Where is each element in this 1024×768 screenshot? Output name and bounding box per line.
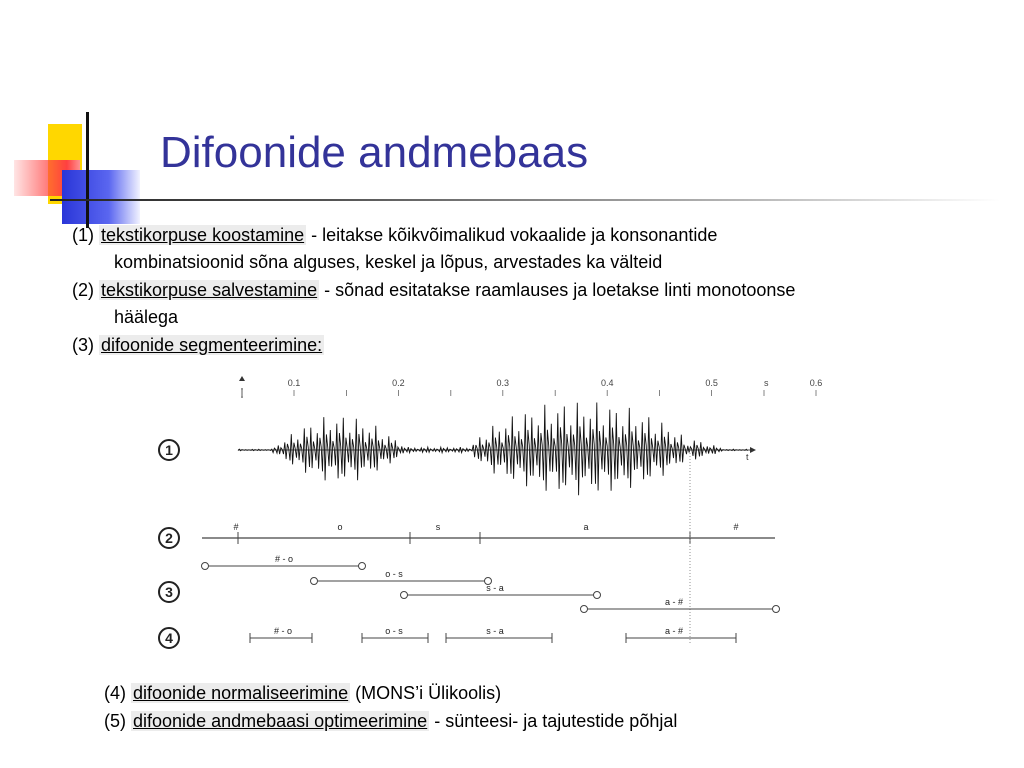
t-axis-label: t xyxy=(746,452,749,462)
phoneme-label: s xyxy=(435,522,441,532)
item-link[interactable]: difoonide segmenteerimine: xyxy=(101,335,323,355)
phoneme-label: a xyxy=(583,522,589,532)
item-link[interactable]: difoonide andmebaasi optimeerimine xyxy=(133,711,428,731)
time-tick-label: 0.6 xyxy=(809,378,823,388)
arrow-right-icon xyxy=(750,447,756,453)
item-number: (4) xyxy=(104,683,126,703)
item-text: - sõnad esitatakse raamlauses ja loetakse linti monotoonse xyxy=(319,280,796,300)
list-item-4 xyxy=(104,680,501,707)
phoneme-label: # xyxy=(233,522,239,532)
diphone-label: s - a xyxy=(486,583,504,593)
item-number: (1) xyxy=(72,225,94,245)
time-tick-label: 0.2 xyxy=(392,378,405,388)
waveform xyxy=(238,403,756,496)
phoneme-label: o xyxy=(337,522,343,532)
diphone-label: s - a xyxy=(486,626,504,636)
decor-vertical-line xyxy=(86,112,89,228)
item-text: - leitakse kõikvõimalikud vokaalide ja konsonantide xyxy=(306,225,718,245)
diphone-label: a - # xyxy=(664,597,684,607)
row-label: 2 xyxy=(165,530,173,546)
row-label: 3 xyxy=(165,584,173,600)
title-underline xyxy=(50,199,1000,201)
diphone-label: # - o xyxy=(274,554,294,564)
phoneme-label: # xyxy=(733,522,739,532)
time-tick-label: 0.4 xyxy=(600,378,614,388)
diphone-label: # - o xyxy=(273,626,293,636)
time-tick-label: 0.5 xyxy=(705,378,718,388)
item-link[interactable]: tekstikorpuse koostamine xyxy=(101,225,305,245)
item-link[interactable]: difoonide normaliseerimine xyxy=(133,683,349,703)
item-text: - sünteesi- ja tajutestide põhjal xyxy=(429,711,678,731)
item-link[interactable]: tekstikorpuse salvestamine xyxy=(101,280,318,300)
diphone-spans xyxy=(202,554,780,613)
phoneme-row xyxy=(202,450,775,644)
decor-blue-square xyxy=(62,170,140,224)
item-number: (2) xyxy=(72,280,94,300)
item-number: (5) xyxy=(104,711,126,731)
time-unit-label: s xyxy=(764,378,769,388)
slide-title: Difoonide andmebaas xyxy=(160,128,589,177)
arrow-up-icon xyxy=(239,376,245,381)
row-label: 1 xyxy=(165,442,173,458)
list-item-5 xyxy=(104,708,677,735)
diphone-segmentation-figure xyxy=(150,372,823,662)
item-continuation: häälega xyxy=(114,307,179,327)
item-continuation: kombinatsioonid sõna alguses, keskel ja lõpus, arvestades ka välteid xyxy=(114,252,663,272)
extracted-diphones xyxy=(250,626,736,643)
diphone-label: o - s xyxy=(385,569,403,579)
list-item-3 xyxy=(72,332,324,359)
time-tick-label: 0.1 xyxy=(287,378,301,388)
item-text: (MONS’i Ülikoolis) xyxy=(350,683,502,703)
list-item-1 xyxy=(72,222,1002,276)
time-tick-label: 0.3 xyxy=(496,378,510,388)
list-item-2 xyxy=(72,277,1012,331)
item-number: (3) xyxy=(72,335,94,355)
row-label: 4 xyxy=(165,630,173,646)
diphone-label: o - s xyxy=(385,626,403,636)
diphone-label: a - # xyxy=(664,626,684,636)
